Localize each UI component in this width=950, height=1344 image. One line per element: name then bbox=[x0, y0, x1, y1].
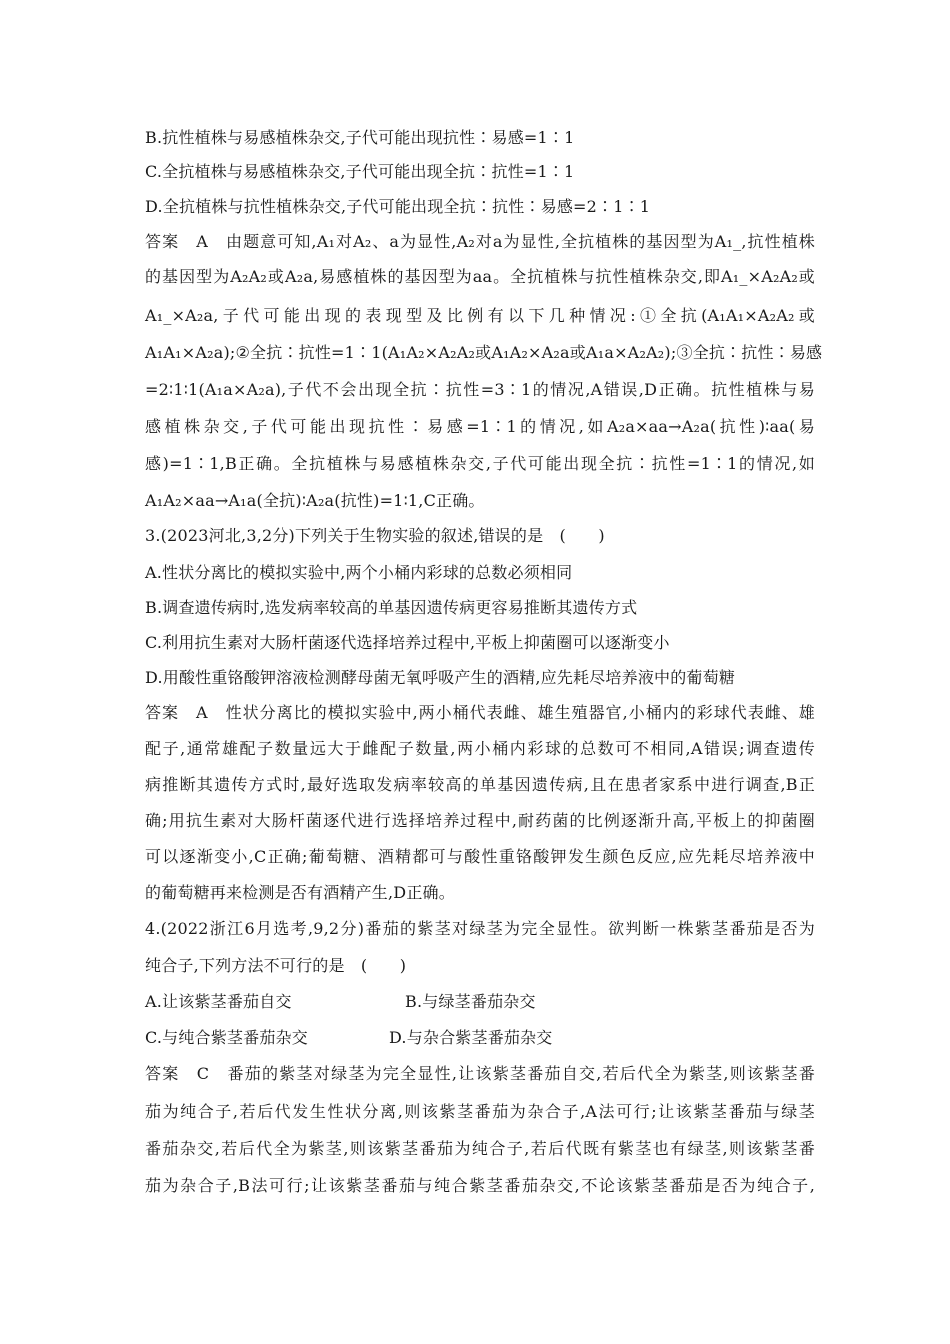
answer-q4-line-2: 茄为纯合子,若后代发生性状分离,则该紫茎番茄为杂合子,A法可行;让该紫茎番茄与绿茎 bbox=[145, 1102, 815, 1121]
option-b-q3: B.调查遗传病时,选发病率较高的单基因遗传病更容易推断其遗传方式 bbox=[145, 598, 638, 617]
answer-q3-line-6: 的葡萄糖再来检测是否有酒精产生,D正确。 bbox=[145, 883, 455, 902]
answer-q2-line-8: A₁A₂×aa→A₁a(全抗)∶A₂a(抗性)=1∶1,C正确。 bbox=[145, 491, 485, 510]
option-c-q2: C.全抗植株与易感植株杂交,子代可能出现全抗∶抗性=1∶1 bbox=[145, 162, 575, 181]
answer-q3-line-4: 确;用抗生素对大肠杆菌逐代进行选择培养过程中,耐药菌的比例逐渐升高,平板上的抑菌圈 bbox=[145, 811, 815, 830]
question-4-stem-1: 4.(2022浙江6月选考,9,2分)番茄的紫茎对绿茎为完全显性。欲判断一株紫茎番茄是否为 bbox=[145, 919, 815, 938]
question-4-stem-2: 纯合子,下列方法不可行的是 ( ) bbox=[145, 956, 407, 975]
answer-q2-line-1: 答案 A 由题意可知,A₁对A₂、a为显性,A₂对a为显性,全抗植株的基因型为A₁_,抗性植株 bbox=[145, 232, 815, 251]
answer-q2-line-5: =2∶1∶1(A₁a×A₂a),子代不会出现全抗∶抗性=3∶1的情况,A错误,D正确。抗性植株与易 bbox=[145, 380, 815, 399]
option-d-q2: D.全抗植株与抗性植株杂交,子代可能出现全抗∶抗性∶易感=2∶1∶1 bbox=[145, 197, 651, 216]
option-a-q3: A.性状分离比的模拟实验中,两个小桶内彩球的总数必须相同 bbox=[145, 563, 573, 582]
options-ab-q4: A.让该紫茎番茄自交 B.与绿茎番茄杂交 bbox=[145, 992, 536, 1011]
answer-q3-line-2: 配子,通常雄配子数量远大于雌配子数量,两小桶内彩球的总数可不相同,A错误;调查遗传 bbox=[145, 739, 815, 758]
answer-q3-line-5: 可以逐渐变小,C正确;葡萄糖、酒精都可与酸性重铬酸钾发生颜色反应,应先耗尽培养液中 bbox=[145, 847, 815, 866]
option-c-q3: C.利用抗生素对大肠杆菌逐代选择培养过程中,平板上抑菌圈可以逐渐变小 bbox=[145, 633, 670, 652]
option-d-q3: D.用酸性重铬酸钾溶液检测酵母菌无氧呼吸产生的酒精,应先耗尽培养液中的葡萄糖 bbox=[145, 668, 736, 687]
answer-q2-line-2: 的基因型为A₂A₂或A₂a,易感植株的基因型为aa。全抗植株与抗性植株杂交,即A₁_×A₂A₂或 bbox=[145, 267, 815, 286]
answer-q3-line-3: 病推断其遗传方式时,最好选取发病率较高的单基因遗传病,且在患者家系中进行调查,B正 bbox=[145, 775, 815, 794]
option-b-q2: B.抗性植株与易感植株杂交,子代可能出现抗性∶易感=1∶1 bbox=[145, 128, 575, 147]
answer-q2-line-3: A₁_×A₂a,子代可能出现的表现型及比例有以下几种情况:①全抗(A₁A₁×A₂A₂或 bbox=[145, 306, 815, 325]
answer-q4-line-3: 番茄杂交,若后代全为紫茎,则该紫茎番茄为纯合子,若后代既有紫茎也有绿茎,则该紫茎番 bbox=[145, 1139, 815, 1158]
answer-q2-line-4: A₁A₁×A₂a);②全抗∶抗性=1∶1(A₁A₂×A₂A₂或A₁A₂×A₂a或A₁a×A₂A₂);③全抗∶抗性∶易感 bbox=[145, 343, 823, 362]
answer-q4-line-4: 茄为杂合子,B法可行;让该紫茎番茄与纯合紫茎番茄杂交,不论该紫茎番茄是否为纯合子, bbox=[145, 1176, 815, 1195]
question-3-stem: 3.(2023河北,3,2分)下列关于生物实验的叙述,错误的是 ( ) bbox=[145, 526, 605, 545]
answer-q3-line-1: 答案 A 性状分离比的模拟实验中,两小桶代表雌、雄生殖器官,小桶内的彩球代表雌、雄 bbox=[145, 703, 815, 722]
answer-q2-line-6: 感植株杂交,子代可能出现抗性∶易感=1∶1的情况,如A₂a×aa→A₂a(抗性)∶aa(易 bbox=[145, 417, 815, 436]
options-cd-q4: C.与纯合紫茎番茄杂交 D.与杂合紫茎番茄杂交 bbox=[145, 1028, 553, 1047]
answer-q2-line-7: 感)=1∶1,B正确。全抗植株与易感植株杂交,子代可能出现全抗∶抗性=1∶1的情况,如 bbox=[145, 454, 815, 473]
answer-q4-line-1: 答案 C 番茄的紫茎对绿茎为完全显性,让该紫茎番茄自交,若后代全为紫茎,则该紫茎番 bbox=[145, 1064, 815, 1083]
